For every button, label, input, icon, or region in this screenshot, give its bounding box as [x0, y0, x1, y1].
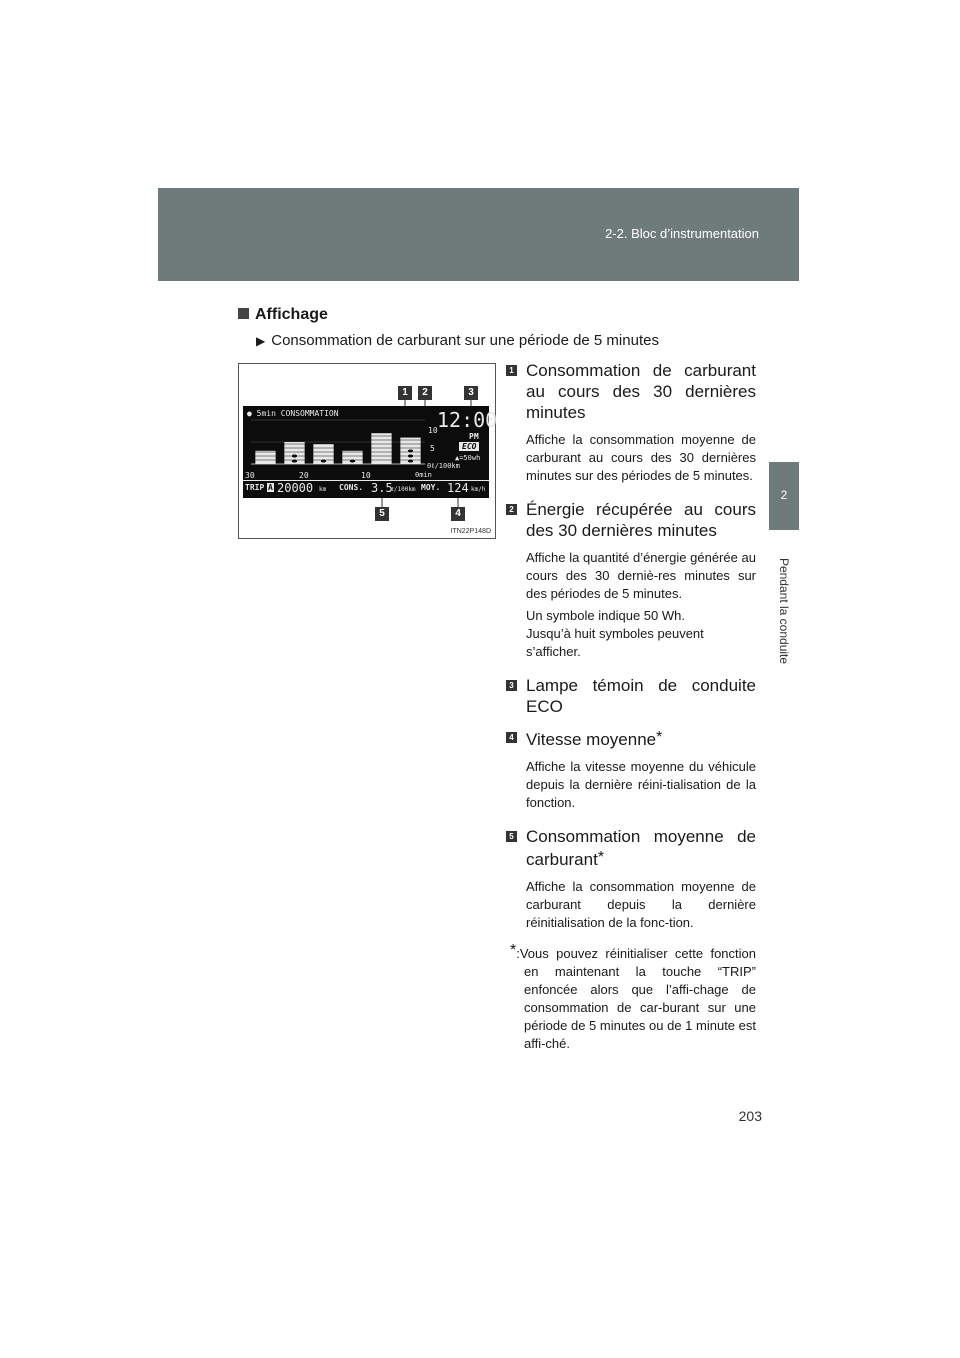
item-description-3: Jusqu’à huit symboles peuvent s’afficher. [526, 626, 704, 659]
item-number: 5 [506, 831, 517, 842]
energy-symbol [292, 454, 298, 458]
item-2 [506, 499, 756, 661]
item-heading: Lampe témoin de conduite ECO [526, 676, 756, 716]
chapter-label: Pendant la conduite [777, 557, 791, 665]
trip-mode: A [268, 483, 273, 492]
chapter-header [158, 188, 799, 281]
item-heading: Vitesse moyenne* [526, 729, 663, 749]
cons-label: CONS. [339, 483, 364, 492]
time-30: 30 [245, 471, 255, 480]
energy-symbol [350, 459, 356, 463]
item-description-2: Un symbole indique 50 Wh. [526, 608, 685, 623]
time-20: 20 [299, 471, 309, 480]
item-4 [506, 727, 756, 812]
consumption-bar-0 [255, 451, 275, 464]
header-title: 2-2. Bloc d’instrumentation [605, 226, 759, 241]
eco-indicator: ECO [459, 442, 479, 451]
section-title: Affichage [238, 306, 328, 324]
energy-symbol [292, 459, 298, 463]
time-0: 0min [415, 471, 432, 479]
trip-value: 20000 [277, 481, 314, 495]
item-3 [506, 675, 756, 717]
figure-code: ITN22P148D [450, 528, 491, 535]
scale-10: 10 [428, 426, 438, 435]
footnote: *:Vous pouvez réinitialiser cette fonction en maintenant la touche “TRIP” enfoncée alors que l’affi-chage de consommation de car-burant sur une période de 5 minutes ou de 1 minute est affi-ché. [510, 942, 756, 1051]
item-description: Affiche la quantité d’énergie générée au cours des 30 derniè-res minutes sur des périodes de 5 minutes. [526, 550, 756, 601]
callout-3: 3 [464, 386, 478, 400]
display-mode: ● 5min CONSOMMATION [247, 409, 339, 418]
item-number: 2 [506, 504, 517, 515]
chapter-number: 2 [780, 488, 788, 502]
scale-5: 5 [430, 444, 435, 453]
page-number: 203 [738, 1108, 762, 1124]
callout-1: 1 [398, 386, 412, 400]
time-10: 10 [361, 471, 371, 480]
square-bullet-icon [238, 308, 249, 319]
item-heading: Consommation de carburant au cours des 30 dernières minutes [526, 361, 756, 422]
dashboard-figure [238, 363, 496, 539]
item-heading: Consommation moyenne de carburant* [526, 827, 756, 869]
energy-symbol [321, 459, 327, 463]
item-description: Affiche la vitesse moyenne du véhicule depuis la dernière réini-tialisation de la fonction. [526, 759, 756, 810]
item-number: 4 [506, 732, 517, 743]
moy-label: MOY. [421, 483, 441, 492]
callout-2: 2 [418, 386, 432, 400]
item-description: Affiche la consommation moyenne de carburant depuis la dernière réinitialisation de la fonc-tion. [526, 879, 756, 930]
consumption-bar-4 [371, 433, 391, 464]
moy-value: 124 [447, 481, 469, 495]
item-number: 3 [506, 680, 517, 691]
energy-symbol [408, 459, 414, 463]
callout-5: 5 [375, 507, 389, 521]
energy-legend: ▲=50wh [455, 454, 481, 462]
footnote-marker: * [656, 729, 663, 746]
energy-symbol [408, 454, 414, 458]
item-number: 1 [506, 365, 517, 376]
item-heading: Énergie récupérée au cours des 30 dernières minutes [526, 500, 756, 540]
description-column [506, 360, 756, 1053]
cons-unit: ℓ/100km [391, 486, 416, 493]
car-icon: ▲ [455, 454, 460, 462]
item-5 [506, 826, 756, 932]
footnote-mark: * [510, 942, 517, 959]
triangle-bullet-icon: ▶ [256, 334, 266, 348]
dot-icon: ● [247, 409, 252, 418]
item-1 [506, 360, 756, 485]
multi-info-display [243, 406, 498, 498]
trip-label: TRIP [245, 483, 265, 492]
clock: 12:00 [437, 408, 498, 432]
section-subtitle: ▶ Consommation de carburant sur une période de 5 minutes [256, 332, 659, 349]
cons-value: 3.5 [371, 481, 393, 495]
energy-symbol [408, 449, 414, 453]
scale-zero: 0ℓ/100km [427, 462, 460, 470]
item-description: Affiche la consommation moyenne de carburant au cours des 30 dernières minutes sur des périodes de 5 minutes. [526, 432, 756, 483]
footnote-marker: * [597, 849, 605, 866]
clock-ampm: PM [469, 432, 479, 441]
moy-unit: km/h [471, 486, 486, 493]
trip-unit: km [319, 486, 327, 493]
callout-4: 4 [451, 507, 465, 521]
